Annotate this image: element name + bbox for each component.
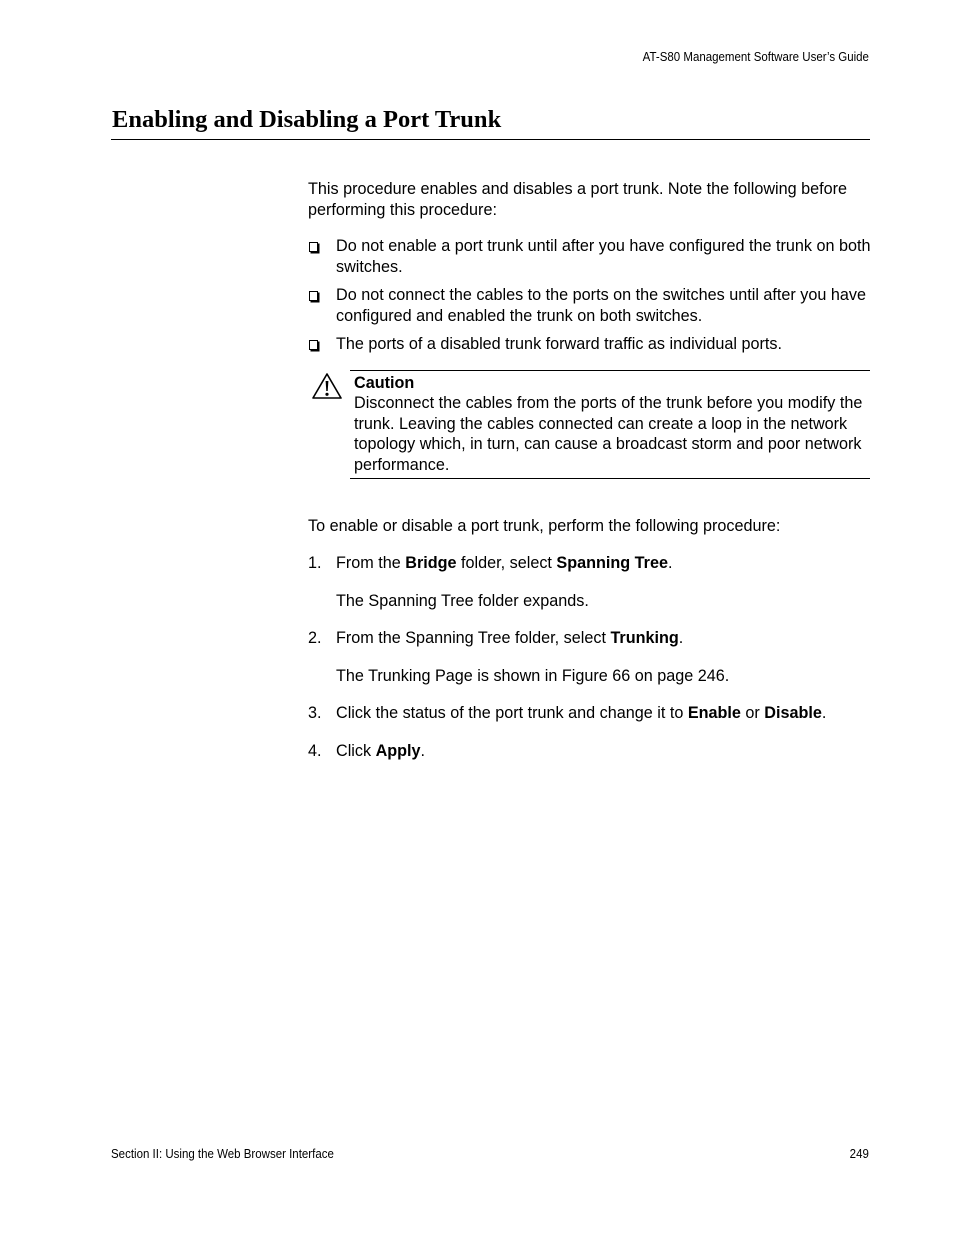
step-result: The Trunking Page is shown in Figure 66 on page 246.	[336, 666, 730, 685]
caution-block	[308, 370, 872, 482]
step-text: From the Bridge folder, select Spanning Tree.	[336, 554, 673, 572]
list-item	[308, 703, 872, 724]
footer-page-number: 249	[849, 1147, 869, 1161]
procedure-intro: To enable or disable a port trunk, perform the following procedure:	[308, 516, 781, 535]
running-header: AT-S80 Management Software User’s Guide	[642, 50, 869, 64]
warning-triangle-icon	[311, 372, 343, 400]
note-text: Do not enable a port trunk until after you have configured the trunk on both switches.	[336, 237, 871, 276]
list-item	[308, 334, 872, 355]
procedure-steps	[308, 553, 872, 761]
caution-title: Caution	[354, 373, 415, 392]
step-text: Click the status of the port trunk and change it to Enable or Disable.	[336, 704, 827, 722]
box-bullet-icon	[309, 291, 318, 301]
intro-paragraph: This procedure enables and disables a port trunk. Note the following before performing this procedure:	[308, 180, 848, 219]
box-bullet-icon	[309, 340, 318, 350]
note-text: Do not connect the cables to the ports on the switches until after you have configured and enabled the trunk on both switches.	[336, 286, 867, 325]
box-bullet-icon	[309, 242, 318, 252]
note-text: The ports of a disabled trunk forward traffic as individual ports.	[336, 335, 782, 353]
title-rule	[111, 139, 870, 140]
caution-text: Disconnect the cables from the ports of the trunk before you modify the trunk. Leaving the cables connected can create a loop in the network topology which, in turn, can cause a broadcast storm and poor network performance.	[354, 394, 863, 474]
list-item	[308, 285, 872, 326]
list-item	[308, 236, 872, 277]
list-item	[308, 741, 872, 762]
step-text: From the Spanning Tree folder, select Trunking.	[336, 629, 684, 647]
list-item	[308, 628, 872, 686]
step-number: 2.	[308, 629, 322, 647]
content-body	[308, 179, 872, 778]
list-item	[308, 553, 872, 611]
footer-section: Section II: Using the Web Browser Interface	[111, 1147, 334, 1161]
step-number: 1.	[308, 554, 322, 572]
step-result: The Spanning Tree folder expands.	[336, 591, 589, 610]
step-number: 4.	[308, 741, 322, 760]
step-text: Click Apply.	[336, 741, 426, 760]
caution-box	[350, 370, 870, 480]
section-title: Enabling and Disabling a Port Trunk	[112, 106, 502, 133]
notes-list	[308, 236, 872, 355]
step-number: 3.	[308, 704, 322, 722]
